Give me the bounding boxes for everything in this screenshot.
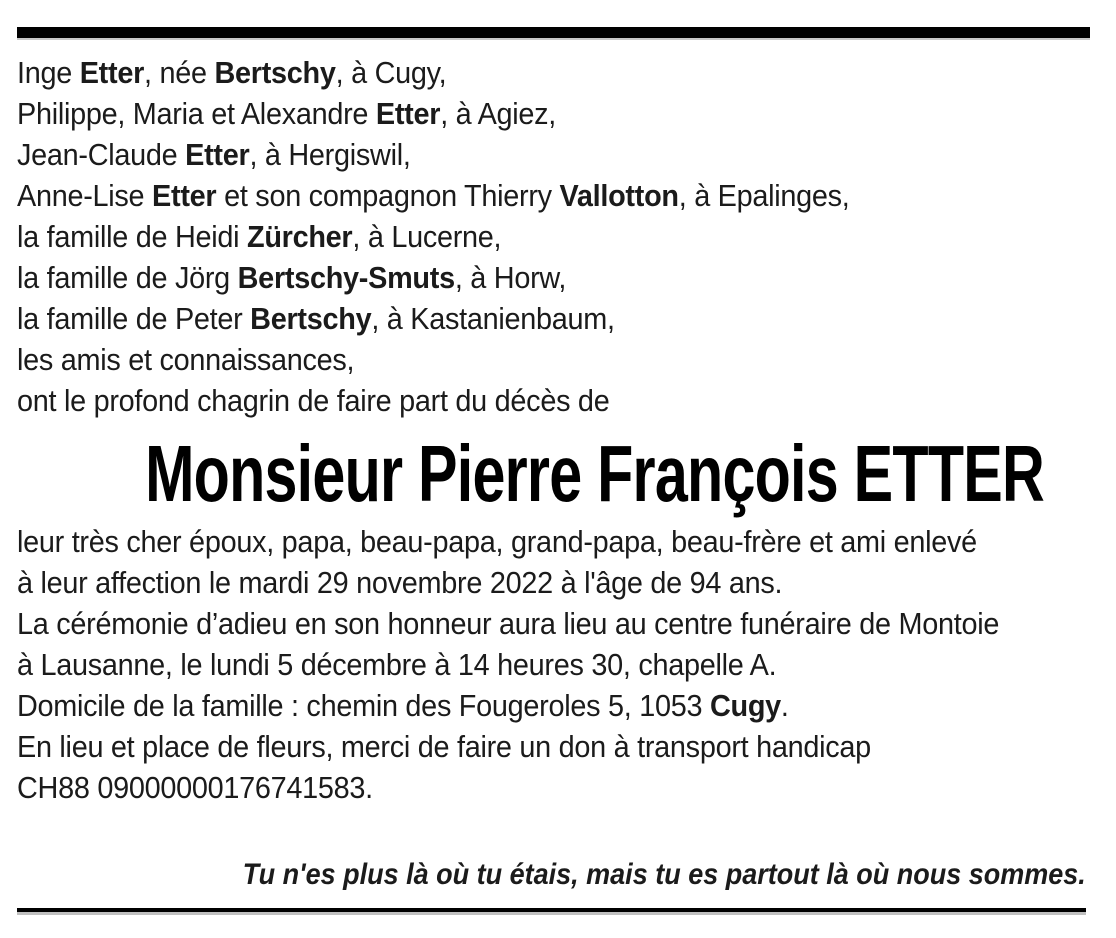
text-segment: Domicile de la famille : chemin des Fougeroles 5, 1053 bbox=[17, 688, 710, 723]
text-line bbox=[17, 339, 850, 380]
epitaph-quote: Tu n'es plus là où tu étais, mais tu es partout là où nous sommes. bbox=[242, 858, 1086, 891]
text-line bbox=[17, 380, 850, 421]
text-segment: , à Cugy, bbox=[335, 55, 447, 90]
text-segment: leur très cher époux, papa, beau-papa, grand-papa, beau-frère et ami enlevé bbox=[17, 524, 977, 559]
bottom-rule bbox=[17, 908, 1086, 912]
text-segment: , à Epalinges, bbox=[678, 178, 850, 213]
text-segment: CH88 09000000176741583. bbox=[17, 770, 373, 805]
text-line bbox=[17, 644, 999, 685]
name-bold-segment: Etter bbox=[79, 55, 145, 90]
text-line bbox=[17, 175, 850, 216]
top-rule bbox=[17, 27, 1090, 40]
announcement-body-block bbox=[17, 521, 1073, 808]
text-segment: , à Kastanienbaum, bbox=[371, 301, 615, 336]
text-segment: , à Agiez, bbox=[440, 96, 557, 131]
text-segment: ont le profond chagrin de faire part du décès de bbox=[17, 383, 610, 418]
text-line bbox=[17, 52, 850, 93]
text-line bbox=[17, 257, 850, 298]
text-segment: Inge bbox=[17, 55, 80, 90]
text-line bbox=[17, 216, 850, 257]
text-line bbox=[17, 726, 999, 767]
text-segment: , à Hergiswil, bbox=[249, 137, 411, 172]
text-segment: la famille de Jörg bbox=[17, 260, 238, 295]
name-bold-segment: Etter bbox=[152, 178, 217, 213]
text-segment: Jean-Claude bbox=[17, 137, 186, 172]
text-line bbox=[17, 562, 999, 603]
name-bold-segment: Etter bbox=[375, 96, 441, 131]
text-segment: Philippe, Maria et Alexandre bbox=[17, 96, 376, 131]
text-segment: les amis et connaissances, bbox=[17, 342, 355, 377]
name-bold-segment: Bertschy bbox=[250, 301, 372, 336]
text-segment: . bbox=[780, 688, 789, 723]
text-line bbox=[17, 298, 850, 339]
text-segment: En lieu et place de fleurs, merci de faire un don à transport handicap bbox=[17, 729, 871, 764]
text-line bbox=[17, 767, 999, 808]
text-line bbox=[17, 521, 999, 562]
text-segment: Anne-Lise bbox=[17, 178, 153, 213]
text-line bbox=[17, 134, 850, 175]
name-bold-segment: Bertschy bbox=[214, 55, 336, 90]
text-line bbox=[17, 603, 999, 644]
text-segment: La cérémonie d’adieu en son honneur aura lieu au centre funéraire de Montoie bbox=[17, 606, 1000, 641]
name-bold-segment: Etter bbox=[185, 137, 250, 172]
text-segment: , à Lucerne, bbox=[352, 219, 502, 254]
text-segment: , née bbox=[144, 55, 215, 90]
name-bold-segment: Bertschy-Smuts bbox=[237, 260, 455, 295]
text-line bbox=[17, 685, 999, 726]
deceased-name-title: Monsieur Pierre François ETTER bbox=[145, 429, 1045, 518]
text-segment: à leur affection le mardi 29 novembre 2022 à l'âge de 94 ans. bbox=[17, 565, 783, 600]
name-bold-segment: Vallotton bbox=[559, 178, 679, 213]
name-bold-segment: Cugy bbox=[709, 688, 781, 723]
text-segment: à Lausanne, le lundi 5 décembre à 14 heures 30, chapelle A. bbox=[17, 647, 777, 682]
text-line bbox=[17, 93, 850, 134]
text-segment: et son compagnon Thierry bbox=[216, 178, 560, 213]
family-intro-block bbox=[17, 52, 912, 421]
text-segment: la famille de Peter bbox=[17, 301, 251, 336]
text-segment: la famille de Heidi bbox=[17, 219, 247, 254]
name-bold-segment: Zürcher bbox=[246, 219, 353, 254]
text-segment: , à Horw, bbox=[454, 260, 567, 295]
